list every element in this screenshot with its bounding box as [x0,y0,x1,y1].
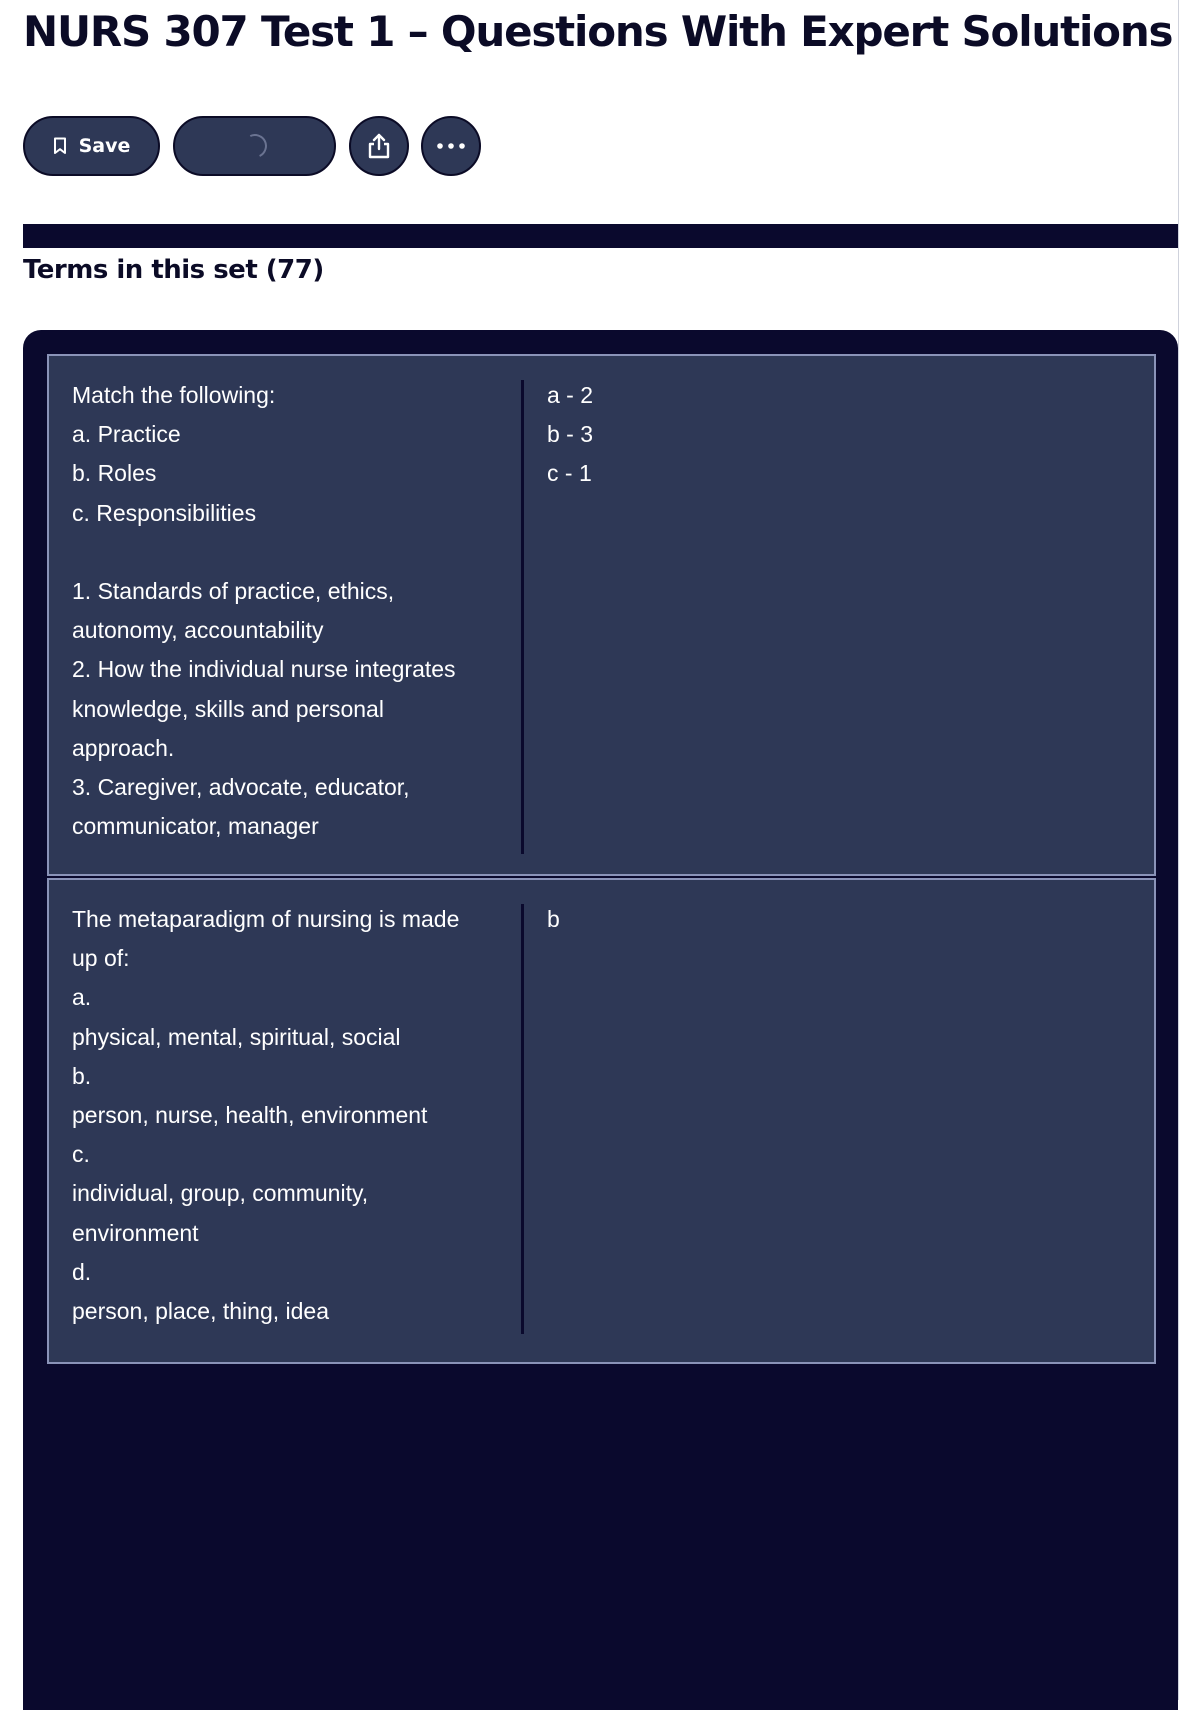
term-line: communicator, manager [72,813,319,840]
definition-line: a - 2 [547,382,594,408]
more-options-button[interactable] [421,116,481,176]
term-line: Match the following: [72,382,276,408]
share-button[interactable] [349,116,409,176]
loading-spinner-icon [239,131,270,162]
definition-text [547,900,1127,939]
save-button-label: Save [78,135,131,157]
term-line: c. Responsibilities [72,499,257,526]
term-line: a. [72,984,92,1011]
term-text [72,376,502,846]
term-line: up of: [72,945,130,972]
term-line: autonomy, accountability [72,617,324,644]
term-definition-divider [521,380,524,854]
term-line: d. [72,1258,92,1285]
term-line: person, place, thing, idea [72,1298,330,1325]
term-text [72,900,502,1331]
term-line: knowledge, skills and personal [72,695,384,722]
term-line: b. [72,1062,92,1089]
save-button[interactable] [23,116,160,176]
terms-count-heading: Terms in this set (77) [23,255,324,285]
bookmark-icon [53,137,67,155]
page-edge-divider [1178,0,1179,1700]
term-line: c. [72,1141,90,1168]
definition-line: b [547,906,560,932]
term-definition-divider [521,904,524,1334]
loading-button[interactable] [173,116,336,176]
term-card[interactable] [47,354,1156,876]
term-line: 2. How the individual nurse integrates [72,656,456,683]
term-line: 1. Standards of practice, ethics, [72,578,395,604]
term-line: a. Practice [72,421,181,448]
definition-text [547,376,1127,494]
term-line: approach. [72,734,175,761]
page-title: NURS 307 Test 1 – Questions With Expert Solutions [23,7,1173,56]
term-line: 3. Caregiver, advocate, educator, [72,774,410,801]
term-line: physical, mental, spiritual, social [72,1023,401,1050]
term-line [72,533,502,572]
section-separator-bar [23,224,1178,248]
term-line: individual, group, community, [72,1180,369,1207]
share-icon [366,132,392,160]
term-line: person, nurse, health, environment [72,1102,428,1129]
definition-line: c - 1 [547,460,592,487]
term-line: environment [72,1219,199,1246]
more-options-icon [436,142,466,150]
term-line: b. Roles [72,460,157,487]
term-line: The metaparadigm of nursing is made [72,906,460,932]
term-card[interactable] [47,878,1156,1364]
terms-list-panel [23,330,1178,1710]
definition-line: b - 3 [547,421,594,448]
